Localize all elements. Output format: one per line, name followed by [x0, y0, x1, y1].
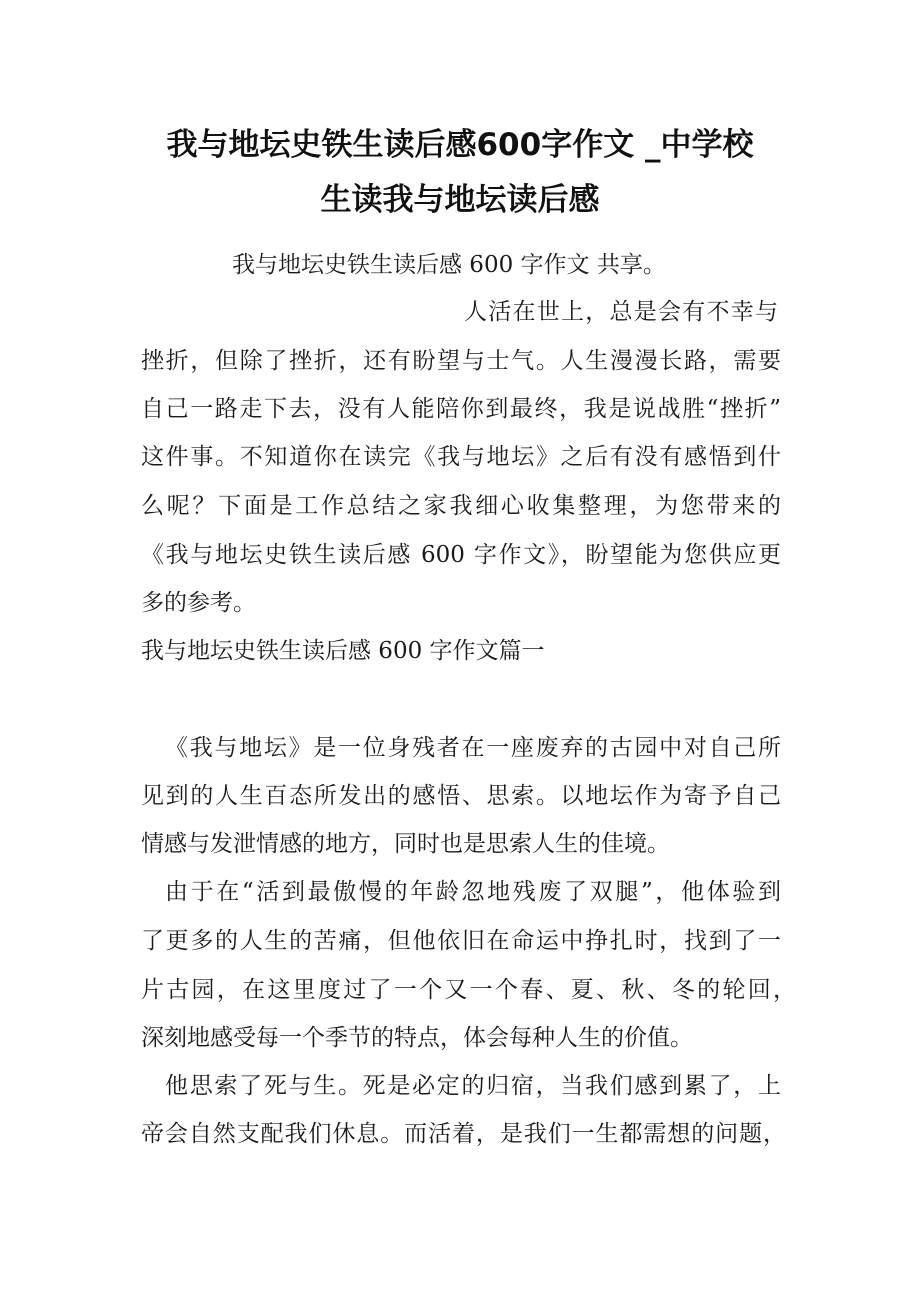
intro-line: 我与地坛史铁生读后感 600 字作文 共享。 — [232, 252, 666, 278]
intro-paragraph-line: 么呢？下面是工作总结之家我细心收集整理，为您带来的 — [141, 493, 781, 519]
paragraph-line: 深刻地感受每一个季节的特点，体会每种人生的价值。 — [141, 1025, 693, 1051]
document-title-line-1: 我与地坛史铁生读后感600字作文 _中学校 — [166, 127, 754, 163]
intro-paragraph-line: 多的参考。 — [141, 590, 256, 616]
paragraph-line: 情感与发泄情感的地方，同时也是思索人生的佳境。 — [141, 831, 670, 857]
paragraph-line: 片古园，在这里度过了一个又一个春、夏、秋、冬的轮回， — [141, 977, 796, 1003]
intro-paragraph-line: 自己一路走下去，没有人能陪你到最终，我是说战胜“挫折” — [141, 396, 781, 422]
intro-paragraph-line: 挫折，但除了挫折，还有盼望与士气。人生漫漫长路，需要 — [141, 348, 781, 374]
section-heading: 我与地坛史铁生读后感 600 字作文篇一 — [141, 638, 545, 664]
paragraph-line: 《我与地坛》是一位身残者在一座废弃的古园中对自己所 — [165, 735, 781, 761]
paragraph-line: 见到的人生百态所发出的感悟、思索。以地坛作为寄予自己 — [141, 783, 781, 809]
intro-paragraph-line: 这件事。不知道你在读完《我与地坛》之后有没有感悟到什 — [141, 444, 781, 470]
paragraph-line: 由于在“活到最傲慢的年龄忽地残废了双腿”，他体验到 — [165, 879, 781, 905]
paragraph-line: 帝会自然支配我们休息。而活着，是我们一生都需想的问题， — [141, 1121, 786, 1147]
intro-paragraph-line: 人活在世上，总是会有不幸与 — [464, 299, 778, 325]
document-title-line-2: 生读我与地坛读后感 — [320, 182, 600, 218]
intro-paragraph-line: 《我与地坛史铁生读后感 600 字作文》，盼望能为您供应更 — [141, 542, 781, 568]
paragraph-line: 他思索了死与生。死是必定的归宿，当我们感到累了，上 — [165, 1073, 781, 1099]
paragraph-line: 了更多的人生的苦痛，但他依旧在命运中挣扎时，找到了一 — [141, 928, 781, 954]
